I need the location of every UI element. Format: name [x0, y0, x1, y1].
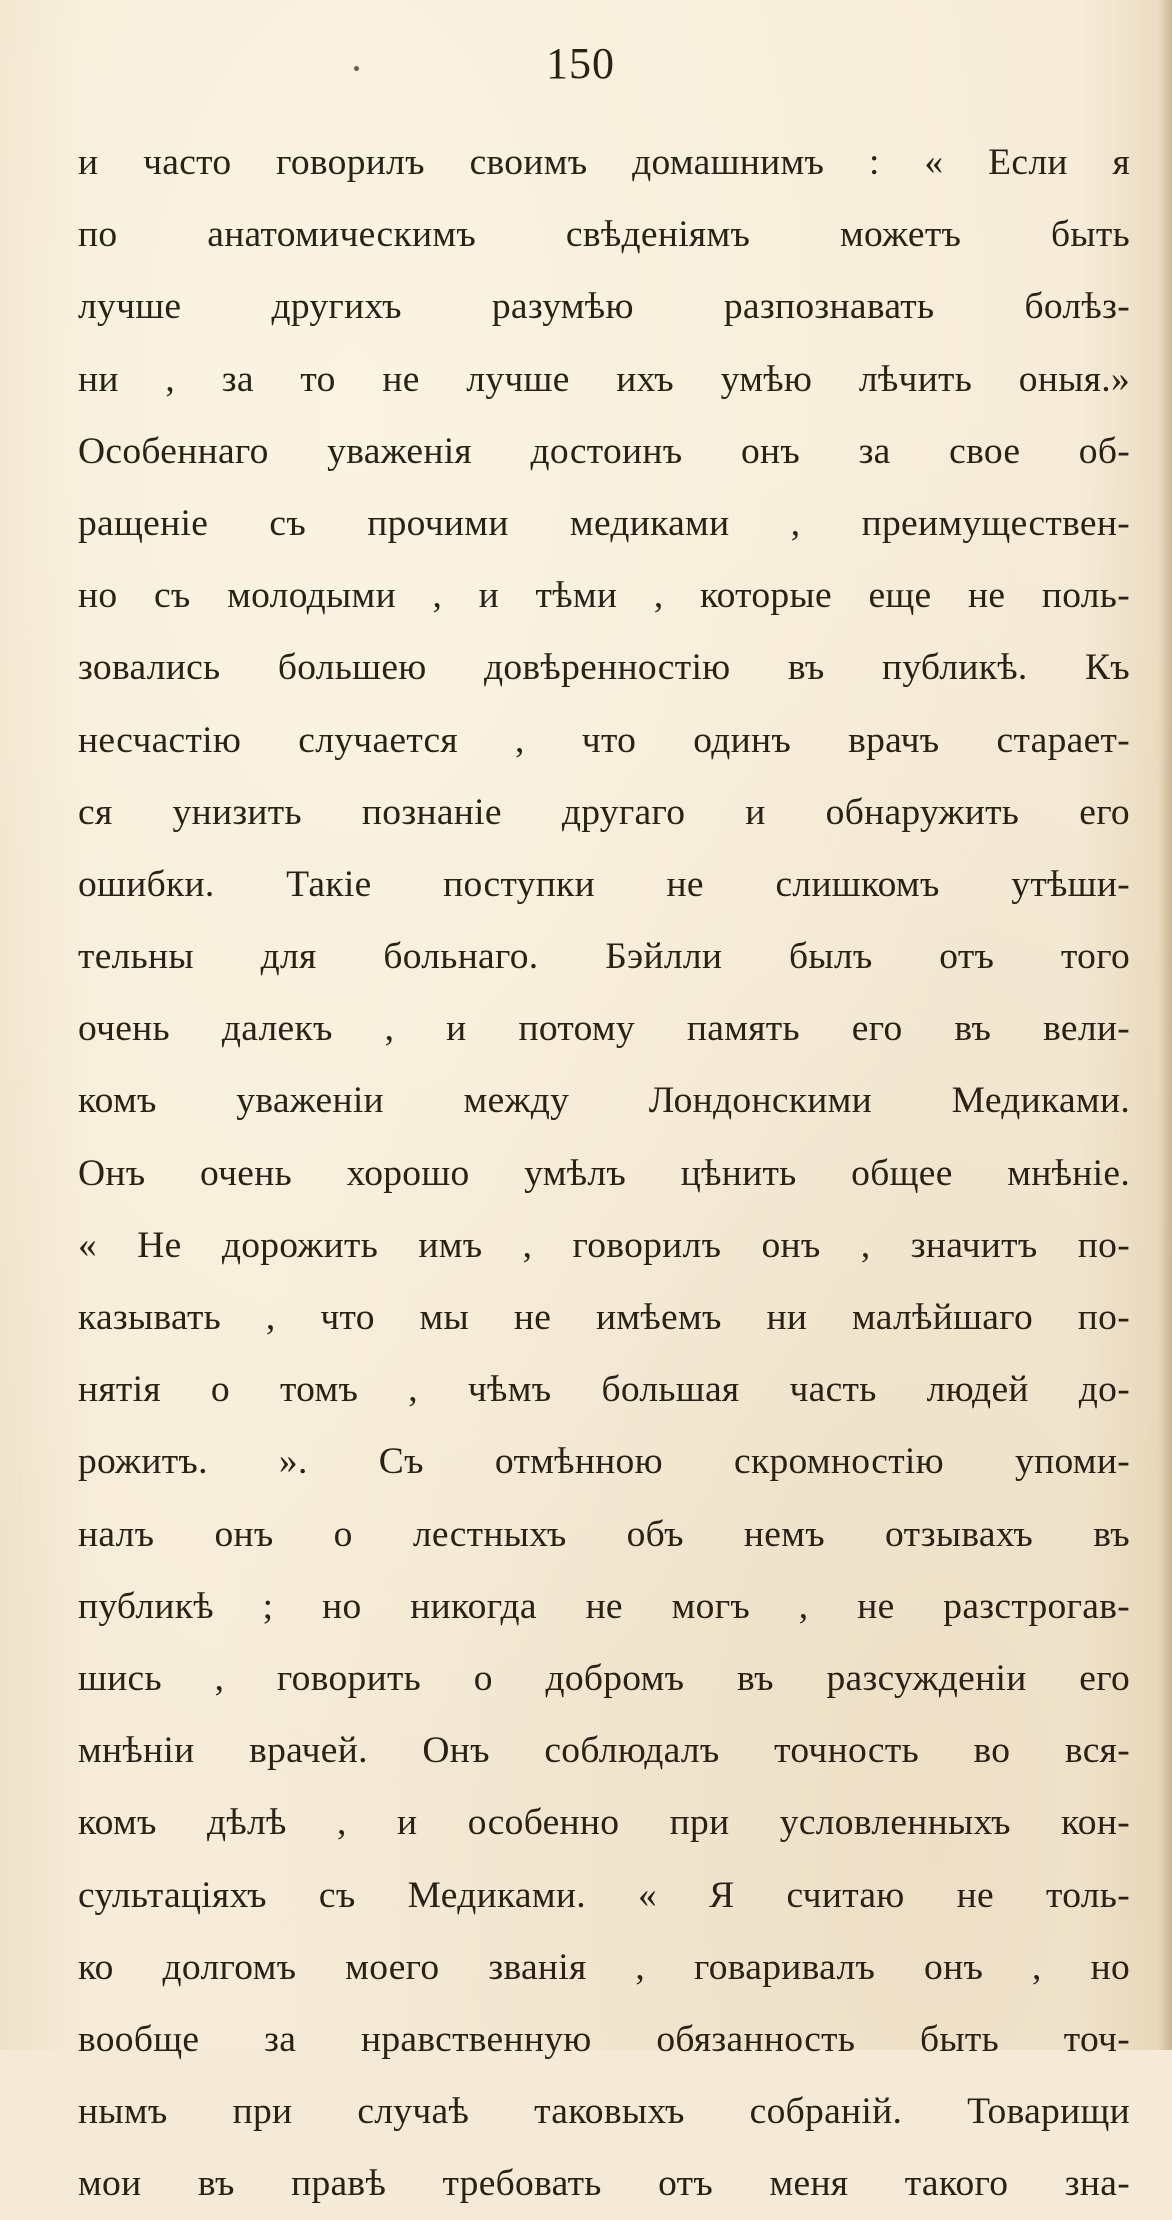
- text-line: но съ молодыми , и тѣми , которые еще не поль-: [78, 575, 1130, 617]
- text-line: очень далекъ , и потому память его въ вели-: [78, 1008, 1130, 1050]
- text-line: рожитъ. ». Съ отмѣнною скромностію упоми-: [78, 1441, 1130, 1483]
- text-line: публикѣ ; но никогда не могъ , не разстрогав-: [78, 1585, 1130, 1627]
- text-line: нятія о томъ , чѣмъ большая часть людей до-: [78, 1369, 1130, 1411]
- text-line: ошибки. Такіе поступки не слишкомъ утѣши-: [78, 863, 1130, 905]
- ink-speck: [354, 66, 359, 71]
- page-edge-shadow: [1158, 0, 1172, 2050]
- text-line: казывать , что мы не имѣемъ ни малѣйшаго по-: [78, 1297, 1130, 1338]
- text-line: ко долгомъ моего званія , говаривалъ онъ , но: [78, 1946, 1130, 1988]
- page-number: 150: [546, 39, 615, 88]
- body-text: [78, 127, 1130, 2220]
- text-line: вообще за нравственную обязанность быть точ-: [78, 2018, 1130, 2060]
- text-line: и часто говорилъ своимъ домашнимъ : « Если я: [78, 142, 1130, 183]
- text-line: несчастію случается , что одинъ врачъ старает-: [78, 719, 1130, 761]
- text-line: зовались большею довѣренностію въ публикѣ. Къ: [78, 647, 1130, 689]
- text-line: ни , за то не лучше ихъ умѣю лѣчить оныя.»: [78, 358, 1130, 400]
- text-line: мнѣніи врачей. Онъ соблюдалъ точность во вся-: [78, 1730, 1130, 1772]
- text-line: « Не дорожить имъ , говорилъ онъ , значитъ по-: [78, 1224, 1130, 1266]
- text-line: сультаціяхъ съ Медиками. « Я считаю не толь-: [78, 1874, 1130, 1916]
- text-line: лучше другихъ разумѣю разпознавать болѣз-: [78, 286, 1130, 328]
- text-line: комъ дѣлѣ , и особенно при условленныхъ кон-: [78, 1802, 1130, 1844]
- text-line: ращеніе съ прочими медиками , преимуществен-: [78, 502, 1130, 544]
- text-line: тельны для больнаго. Бэйлли былъ отъ того: [78, 936, 1130, 978]
- text-line: Онъ очень хорошо умѣлъ цѣнить общее мнѣніе.: [78, 1152, 1130, 1194]
- text-line: нымъ при случаѣ таковыхъ собраній. Товарищи: [78, 2091, 1130, 2133]
- text-line: по анатомическимъ свѣденіямъ можетъ быть: [78, 214, 1130, 256]
- text-line: мои въ правѣ требовать отъ меня такого зна-: [78, 2163, 1130, 2205]
- text-line: налъ онъ о лестныхъ объ немъ отзывахъ въ: [78, 1513, 1130, 1555]
- text-line: Особеннаго уваженія достоинъ онъ за свое об-: [78, 430, 1130, 472]
- text-line: шись , говорить о добромъ въ разсужденіи его: [78, 1657, 1130, 1699]
- text-line: комъ уваженіи между Лондонскими Медиками.: [78, 1080, 1130, 1122]
- text-line: ся унизить познаніе другаго и обнаружить его: [78, 791, 1130, 833]
